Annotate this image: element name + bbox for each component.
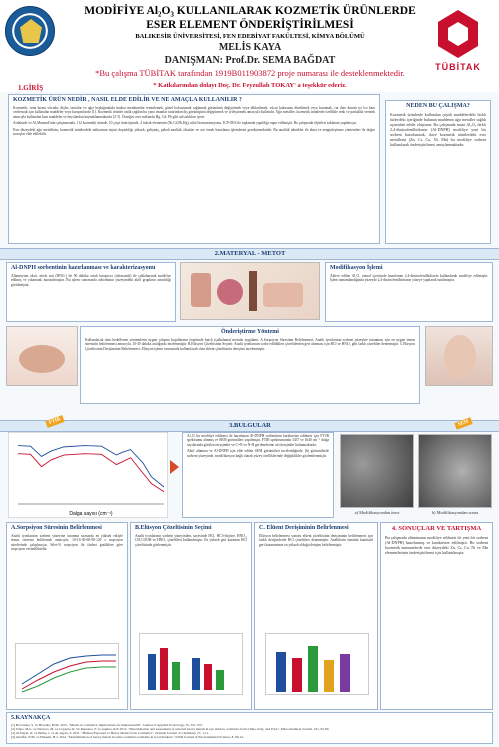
sorbent-body: Alüminyum oksit, nitrik asit (HNO₃) ile 90 dakika ortalı karıştırıcı (ultrasonik) ile çalkalanarak modifiye edilmiş ve yıkanarak kurutulmuştur. Bu işlem sonrasında adsorbanın yüzeyindeki aktif grupların artırıldığı görülmüştür. — [11, 274, 171, 287]
preconcentration-box — [80, 326, 420, 404]
poster-header — [0, 0, 499, 92]
x-axis-label: Dalga sayısı (cm⁻¹) — [69, 511, 113, 517]
university-logo-icon — [5, 6, 55, 56]
why-heading: NEDEN BU ÇALIŞMA? — [406, 103, 470, 109]
sem-tag: SEM — [454, 417, 472, 429]
arrow-right-icon — [170, 460, 179, 474]
author-name: MELİS KAYA — [218, 42, 282, 53]
modification-body: Aktive edilen Al₂O₃ etanol içerisinde hazırlanan 2,4-dinitrofenilhidrazin kullanılarak modifiye edilmiştir. İşlem tamamlandığında yüzeyde 2,4-dinitrofenilhidrazin yüzeye yapılarak tutulmuştur. — [330, 274, 488, 283]
material-heading: 2.MATERYAL - METOT — [214, 250, 286, 257]
sorbent-box — [6, 262, 176, 322]
reference-item: [3] Al-Dayel, O. ve Hefne, J. ve Al-Ajyan, T. 2011. "Human Exposure to Heavy Metals from Cosmetics". Oriental Journal of Chemistry, 27, 1-11. — [11, 731, 210, 735]
eluent-concentration-body: Elüsyon belirlenmesi sonrası elüent çözeltisinin derişiminin belirlenmesi için farklı derişimlerde HCl çözeltileri denenmiştir. Analitlerin tümünü kantitatif geri kazanımının en yüksek olduğu derişim belirlenmiştir. — [259, 534, 373, 547]
conclusion-body: Bu çalışmada alüminanın modifiye edilmesi ile yeni bir sorbent (Al-DNPH) hazırlanmış ve karakterize edilmiştir. Bu sorbent kozmetik numunelerde eser düzeydeki Zn, Cr, Cu, Ni ve Mn elementlerinin önderiştirilmesi için kullanılmıştır. — [385, 535, 488, 555]
results-body: Al₂O₃'ün modifiye edilmesi ile hazırlanan Al-DNPH sorbentinin karakterize edilmesi için FT-IR spektrumu alınmış ve SEM görüntüleri yapılmıştır. FTIR spektrumunda 3437 ve 1640 cm⁻¹ dalga sayılarında görülen titreşimler ve C=N ve N-H gerilmelerine ait titreşimler bulunmaktadır. — [187, 434, 329, 447]
elution-solution-heading: B.Elüsyon Çözeltisinin Seçimi — [135, 525, 212, 531]
references-box — [6, 712, 493, 744]
sem-image-after — [418, 434, 492, 508]
elution-solution-body: Analit iyonlarının sorbent yüzeyinden, sayesinde HCl, HCl+thiyüre, HNO₃, CH₃COOH ve HNO₃ çözeltileri kullanılmıştır. En yüksek geri kazanım HCl çözeltisinde gözlenmiştir. — [135, 534, 247, 547]
title-line-2: ESER ELEMENT ÖNDERİŞTİRİLMESİ — [146, 19, 354, 31]
intro-heading: 1.GİRİŞ — [18, 84, 44, 92]
sem-image-before — [340, 434, 414, 508]
intro-question: KOZMETİK ÜRÜN NEDİR , NASIL ELDE EDİLİR VE NE AMAÇLA KULLANILIR ? — [13, 97, 242, 103]
cosmetics-image — [180, 262, 320, 320]
results-body-2: Aktif alümina ve Al-DNPH için elde edilen SEM görüntüleri incelendiğinde, (b) görüntülerde sorbent yüzeyinde, modifikasyon bağlı olarak yüzey özelliklerinde değişiklikler gözlemlenmiştir. — [187, 449, 329, 458]
results-box — [182, 432, 334, 518]
reference-item: [1] Borowska, S. ve Brzoska, M.M. 2015. "Metals in cosmetics: implications for human health". Journal of Applied Toxicology, 35, 551-572. — [11, 723, 203, 727]
why-box — [385, 100, 491, 244]
affiliation: BALIKESİR ÜNİVERSİTESİ, FEN EDEBİYAT FAKÜLTESİ, KİMYA BÖLÜMÜ — [135, 33, 365, 40]
eluent-concentration-box — [254, 522, 378, 710]
sorption-time-box — [6, 522, 128, 710]
sorption-time-heading: A.Sorpsiyon Süresinin Belirlenmesi — [11, 525, 102, 531]
tubitak-logo-icon — [429, 10, 487, 80]
elution-solution-box — [130, 522, 252, 710]
advisor-name: DANIŞMAN: Prof.Dr. SEMA BAĞDAT — [164, 55, 336, 66]
sem-caption-before: a) Modifikasyondan önce — [354, 510, 400, 515]
why-body: Kozmetik ürünlerde kullanılan çeşitli maddelerdeki farklı türlerdeki içeriğinde bulunan maddenin ağır metaller sağlık açısından tehdit oluşturur. Bu çalışmada mutıt Al₂O₃ farklı 2,4-dinitrofenilhidrazin (Al-DNPH) modifiye yeni bir sorbent hazırlanarak, ilave kozmetik ürünlerdeki eser metallerin (Zn, Cr, Cu, Ni, Mn) bu modifiye sorbent kullanılarak önderiştirilmesi amaçlanmaktadır. — [390, 112, 486, 147]
intro-box — [8, 94, 380, 244]
conclusion-heading: 4. SONUÇLAR VE TARTIŞMA — [391, 525, 482, 532]
reference-item: [2] Volpe, M.G. ve Nazzaro, M. ve Coppola, R. Ve Rapuano, F. ve Aquino, R.P. 2012. "Determination and assessment of selected heavy metals in eye shadow cosmetics from China, Italy, and USA", Microchemical Journal, 101, 65-69. — [11, 727, 330, 731]
sorbent-heading: Al-DNPH sorbentinin hazırlanması ve karakterizasyonu — [11, 265, 156, 271]
sorption-time-graph — [15, 643, 119, 699]
intro-body-2: Ardahaolt ve Al₂Manmol'nün çalışmasında, 112 kozmetik üründe, 10 çeşit ürün tipinde, 4 toksik elementin (Ni,Cd,Pb,Hg), nikel konsantrasyonu, ICP-OES ile toplamda yapıldığı rapor edilmiştir. Bu çalışmada ölçütleri saklanan yapılmıştır. — [13, 121, 357, 126]
title-line-1: MODİFİYE Al₂O₃ KULLANILARAK KOZMETİK ÜRÜNLERDE — [84, 5, 416, 17]
powder-image — [6, 326, 78, 386]
preconcentration-heading: Önderiştirme Yöntemi — [221, 329, 279, 335]
funding-note: *Bu çalışma TÜBİTAK tarafından 1919B011903872 proje numarası ile desteklenmektedir. — [95, 68, 405, 78]
face-image — [425, 326, 493, 386]
intro-body-3: Eser düzeydeki ağır metallerin, kozmetik ürünlerdeki miktarının tayini duyarlılığı yüksek, gelişmiş, pahalı analitik cihazlar ve zor örnek hazırlama işlemlerini gerektirmektedir. Bu analitik teknikler ile alma ve zenginleştirme yöntemleri ile doğru sonuçlar elde edilebilir. — [13, 127, 375, 137]
eluent-concentration-heading: C. Elüent Derişiminin Belirlenmesi — [259, 525, 349, 531]
modification-heading: Modifikasyon İşlemi — [330, 265, 383, 271]
ftir-chart — [8, 432, 168, 518]
ftir-tag: FTIR — [45, 415, 64, 428]
acknowledgement: * Katkılarından dolayı Doç. Dr. Feyzullah TOKAY' a teşekkür ederiz. — [153, 82, 347, 89]
conclusion-box — [380, 522, 493, 710]
intro-body: Kozmetik; tırna kıranı vücudu; dişler, tanıtılar ve ağız boşluğundaki mukoz membranlar temizlemek, güzel kokuyumak sağlamak görünümü değiştirmek veya dikkatlenek, vücut kokusunu düzeltmek veya korumak, cut dize durum iyi lce bazı cerdensuk için kullanılan maddeler veya karışımlardır [1]. Kozmetik ürünler antik çağdan bu yana insanlar tarafından dış görünüşünü değiştirmek ve iyileştirmek amacıyla kullanılır. Ağır metaller, kozmetik ürünlerde özellikle renk ve parlaklık vermek amacıyla kullanılan bazı maddeler ve boyalardan kaynaklanmaktadır [2-3]. Örneğin, eser miktarda Hg, Cd, Pb gibi safsızlıkları içerir. — [13, 106, 375, 119]
elution-solution-graph — [139, 633, 243, 695]
tubitak-logo-text: TÜBİTAK — [435, 62, 481, 72]
modification-box — [325, 262, 493, 322]
results-heading: 3.BULGULAR — [229, 422, 271, 429]
preconcentration-body: Kullanılacak olan hedeflenen yöntemlerin uygun çalışma koşullarının tespitinde batch (çalkalama) metodu uygulanır. A.Sorpsiyon Süresinin Belirlenmesi: Analit iyonlarının sorbent yüzeyine tutunması için en uygun temas süresinin belirlenmesi amacıyla, 10-30 dakika aralığında incelenmiştir. B.Elüsyon Çözeltisinin Seçimi: Analit iyonlarının sorbe edildikleri çözeltilerden geri alınması için HCl ve HNO₃ gibi farklı çözeltiler denenmiştir. C.Elüsyon Çözeltisinin Derişiminin Belirlenmesi: Elüsyon işlemi sonrasında kullanılacak olan elüent çözeltisinin derişimi incelenmiştir. — [85, 338, 415, 351]
reference-item: [4] Alsaffar, N.M. ve Hussein, H.J. 2014. "Determination of heavy metals in some cosmetics available in local markets". IOSR Journal of Environmental Science, 8, 09-12. — [11, 735, 244, 739]
sem-caption-after: b) Modifikasyondan sonra — [431, 510, 479, 515]
eluent-concentration-graph — [265, 633, 369, 695]
sorption-time-body: Analit iyonlarının sorbent yüzeyine tutunma sırasında en yüksek etkiyle temas süresini belirlemek amacıyla, 10-16-30-60-90-120 s sorpsiyon sürelerinde çalışılmıştır. Silet-% sorpsiyon ile ifadesi grafiklere göre sorpsiyon verimliliktedir. — [11, 534, 123, 552]
references-list — [7, 723, 492, 739]
references-heading: 5.KAYNAKÇA — [11, 715, 51, 721]
